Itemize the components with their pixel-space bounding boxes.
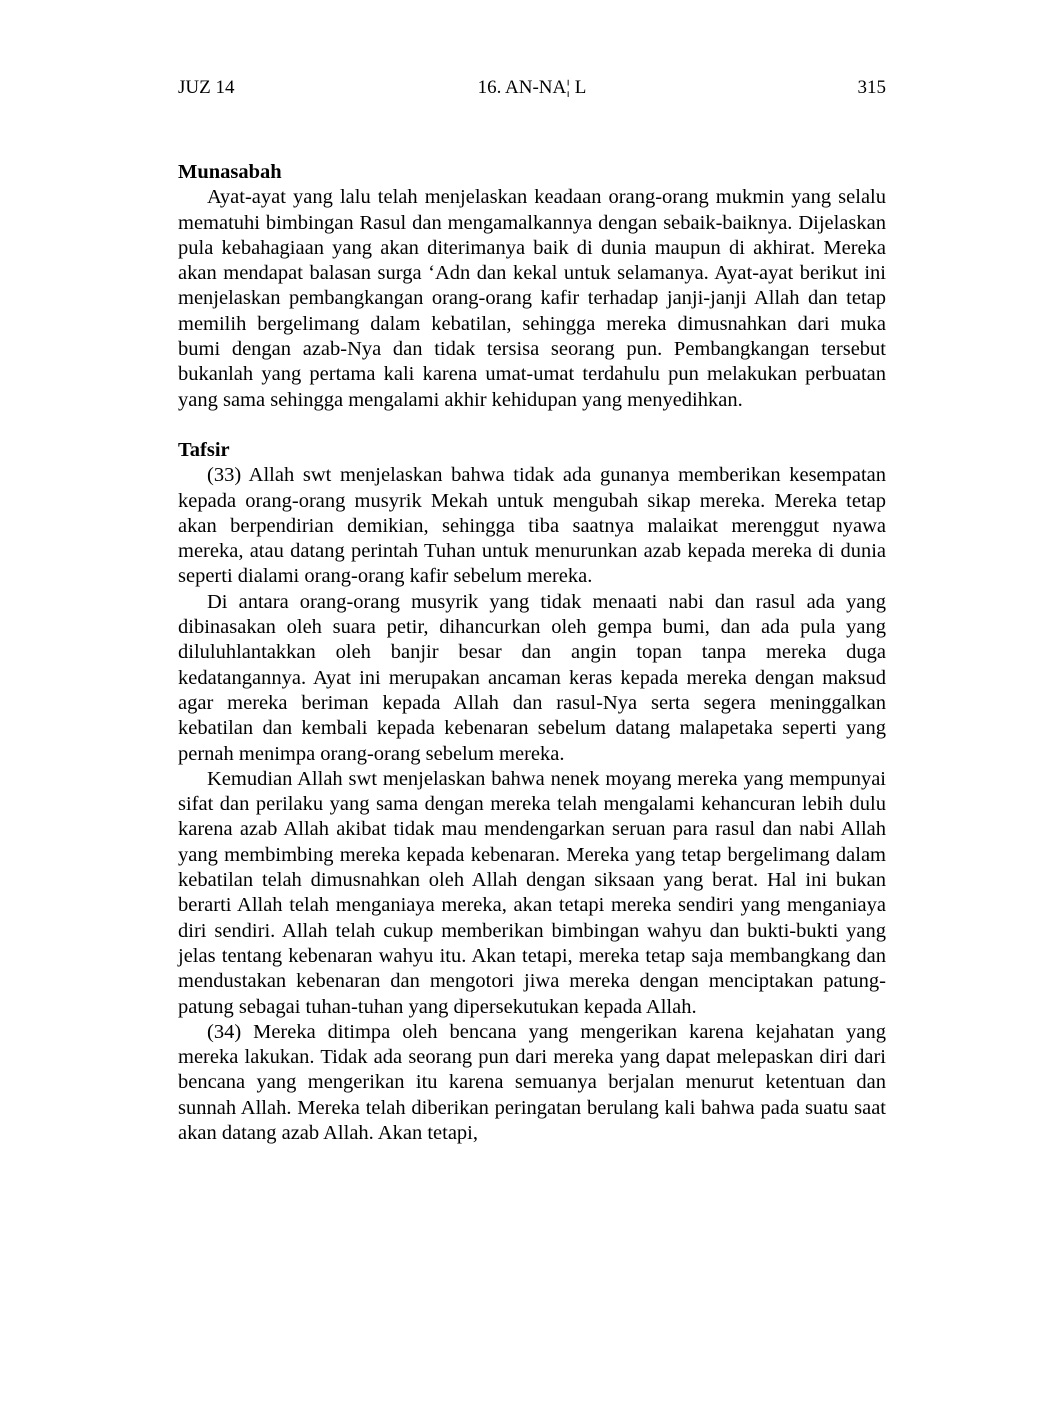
tafsir-paragraph: Di antara orang-orang musyrik yang tidak menaati nabi dan rasul ada yang dibinasakan oleh suara petir, dihancurkan oleh gempa bumi, dan ada pula yang diluluhlantakkan oleh banjir besar dan angin topan tanpa mereka duga kedatangannya. Ayat ini merupakan ancaman keras kepada mereka dengan maksud agar mereka beriman kepada Allah dan rasul-Nya serta segera meninggalkan kebatilan dan kembali kepada kebenaran sebelum datang malapetaka seperti yang pernah menimpa orang-orang sebelum mereka. [178, 590, 886, 765]
tafsir-paragraph: (34) Mereka ditimpa oleh bencana yang mengerikan karena kejahatan yang mereka lakukan. Tidak ada seorang pun dari mereka yang dapat melepaskan diri dari bencana yang mengerikan itu karena semuanya berjalan menurut ketentuan dan sunnah Allah. Mereka telah diberikan peringatan berulang kali bahwa pada suatu saat akan datang azab Allah. Akan tetapi, [178, 1020, 886, 1144]
page-content [178, 160, 886, 1146]
tafsir-paragraph: Kemudian Allah swt menjelaskan bahwa nenek moyang mereka yang mempunyai sifat dan perilaku yang sama dengan mereka telah mengalami kehancuran lebih dulu karena azab Allah akibat tidak mau mendengarkan seruan para rasul dan nabi Allah yang membimbing mereka kepada kebenaran. Mereka yang tetap bergelimang dalam kebatilan telah dimusnahkan oleh Allah dengan siksaan yang berat. Hal ini bukan berarti Allah telah menganiaya mereka, akan tetapi mereka sendiri yang menganiaya diri sendiri. Allah telah cukup memberikan bimbingan wahyu dan bukti-bukti yang jelas tentang kebenaran wahyu itu. Akan tetapi, mereka tetap saja membangkang dan mendustakan kebenaran dan mengotori jiwa mereka dengan menciptakan patung-patung sebagai tuhan-tuhan yang dipersekutukan kepada Allah. [178, 767, 886, 1018]
juz-label: JUZ 14 [178, 77, 235, 98]
page-number: 315 [857, 77, 886, 98]
munasabah-heading: Munasabah [178, 161, 282, 183]
tafsir-paragraph: (33) Allah swt menjelaskan bahwa tidak ada gunanya memberikan kesempatan kepada orang-orang musyrik Mekah untuk mengubah sikap mereka. Mereka tetap akan berpendirian demikian, sehingga tiba saatnya malaikat merenggut nyawa mereka, atau datang perintah Tuhan untuk menurunkan azab kepada mereka di dunia seperti dialami orang-orang kafir sebelum mereka. [178, 464, 886, 588]
surah-title: 16. AN-NA¦ L [477, 77, 587, 98]
page-header [178, 76, 886, 100]
section-divider [178, 413, 886, 438]
munasabah-paragraph: Ayat-ayat yang lalu telah menjelaskan keadaan orang-orang mukmin yang selalu mematuhi bimbingan Rasul dan mengamalkannya dengan sebaik-baiknya. Dijelaskan pula kebahagiaan yang akan diterimanya baik di dunia maupun di akhirat. Mereka akan mendapat balasan surga ‘Adn dan kekal untuk selamanya. Ayat-ayat berikut ini menjelaskan pembangkangan orang-orang kafir terhadap janji-janji Allah dan tetap memilih bergelimang dalam kebatilan, sehingga mereka dimusnahkan dari muka bumi dengan azab-Nya dan tidak tersisa seorang pun. Pembangkangan tersebut bukanlah yang pertama kali karena umat-umat terdahulu pun melakukan perbuatan yang sama sehingga mengalami akhir kehidupan yang menyedihkan. [178, 186, 886, 411]
tafsir-heading: Tafsir [178, 438, 230, 461]
